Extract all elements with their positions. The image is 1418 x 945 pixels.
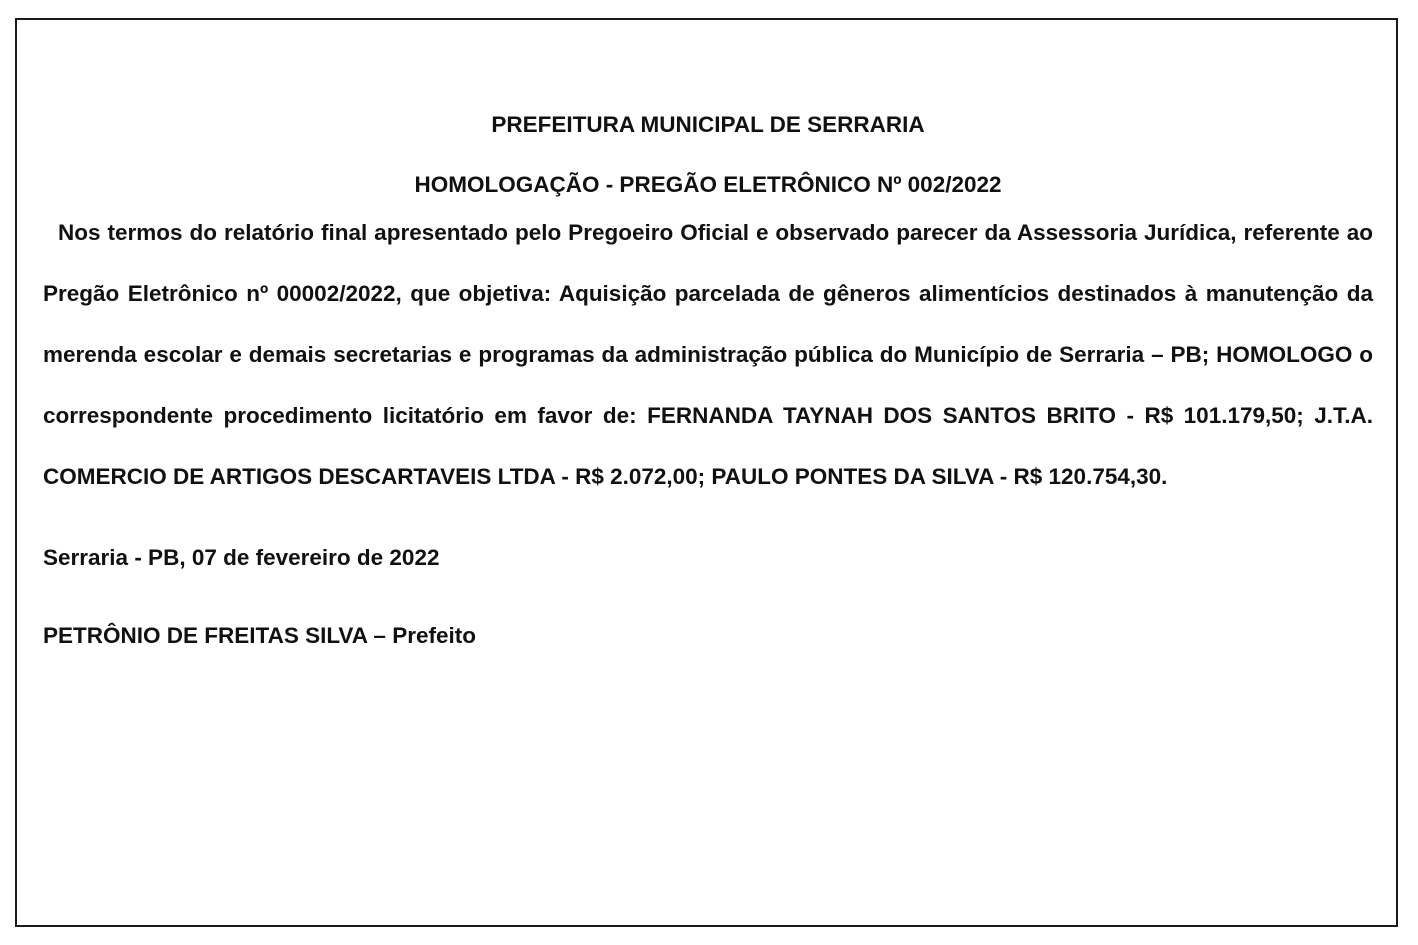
page-title: PREFEITURA MUNICIPAL DE SERRARIA (491, 112, 925, 137)
document-content (43, 110, 1373, 651)
signature-line: PETRÔNIO DE FREITAS SILVA – Prefeito (43, 623, 476, 648)
body-paragraph: Nos termos do relatório final apresentado pelo Pregoeiro Oficial e observado parecer da Assessoria Jurídica, referente ao Pregão Eletrônico nº 00002/2022, que objetiva: Aquisição parcelada de gêneros alimentícios destinados à manutenção da merenda escolar e demais secretarias e programas da administração pública do Município de Serraria – PB; HOMOLOGO o correspondente procedimento licitatório em favor de: FERNANDA TAYNAH DOS SANTOS BRITO - R$ 101.179,50; J.T.A. COMERCIO DE ARTIGOS DESCARTAVEIS LTDA - R$ 2.072,00; PAULO PONTES DA SILVA - R$ 120.754,30. (43, 220, 1373, 489)
document-subtitle: HOMOLOGAÇÃO - PREGÃO ELETRÔNICO Nº 002/2022 (414, 172, 1002, 197)
place-date: Serraria - PB, 07 de fevereiro de 2022 (43, 545, 440, 570)
